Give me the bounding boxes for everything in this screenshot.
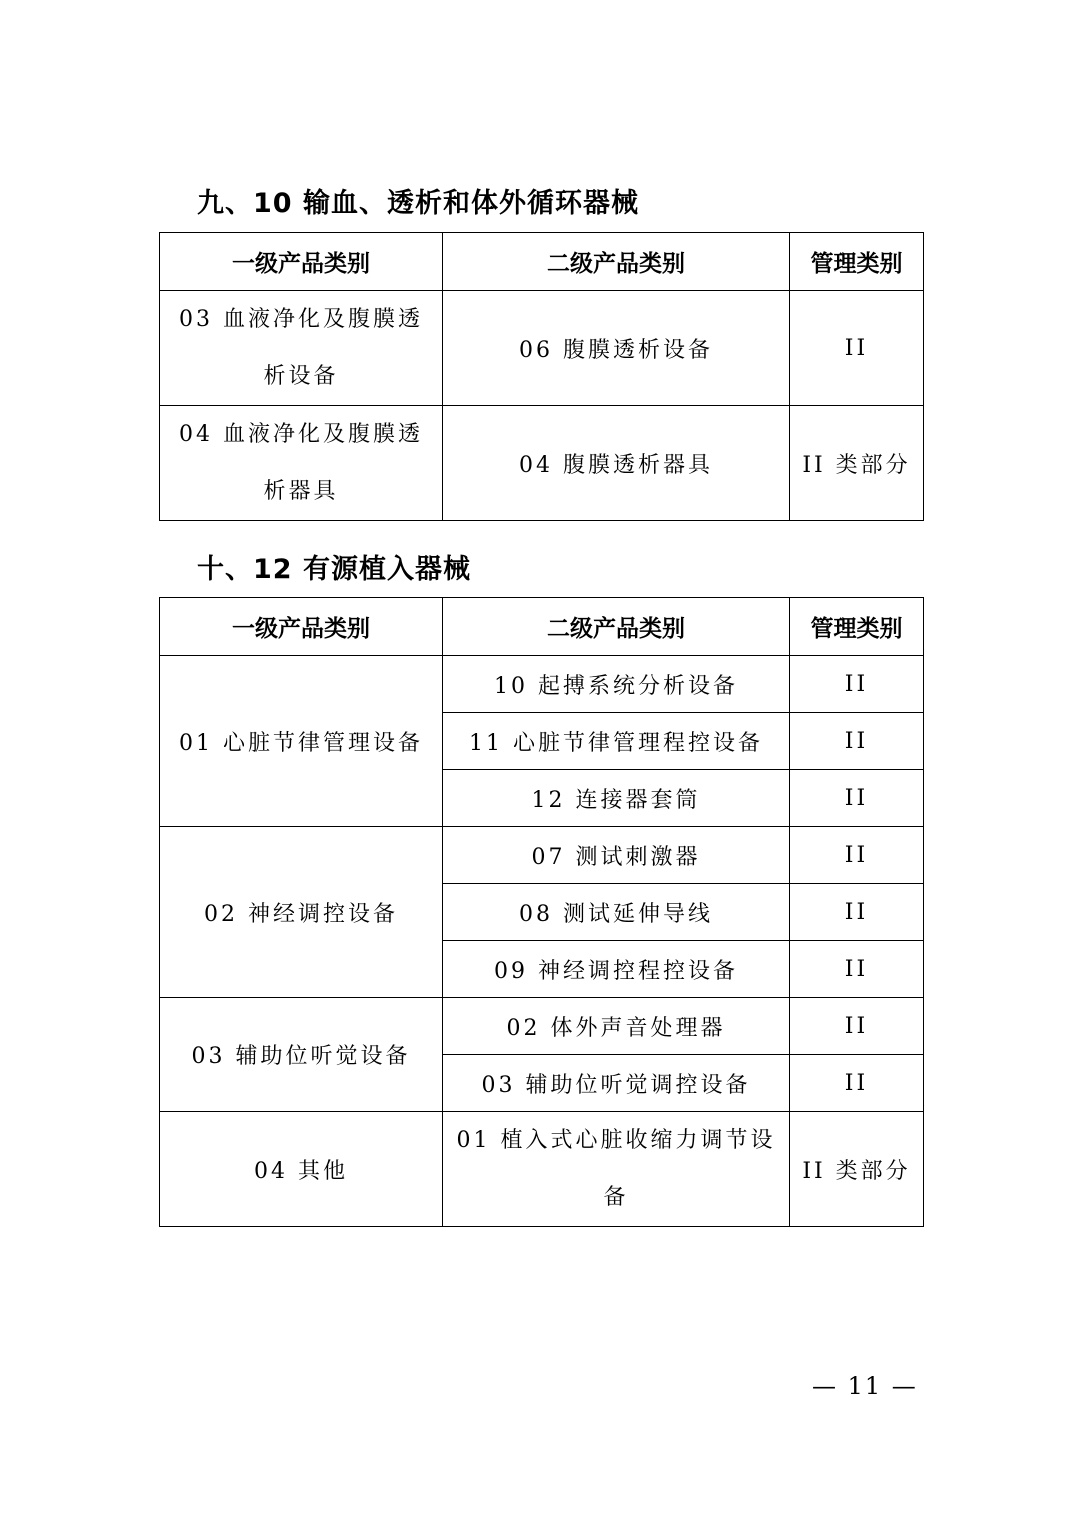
primary-category-cell: 01 心脏节律管理设备 (160, 656, 443, 827)
section-title: 九、10 输血、透析和体外循环器械 (197, 188, 639, 219)
secondary-category-cell: 06 腹膜透析设备 (443, 291, 790, 406)
management-class-cell: II (790, 656, 924, 713)
management-class-cell: II (790, 998, 924, 1055)
table-row (160, 998, 924, 1055)
table-row (160, 406, 924, 521)
primary-category-cell: 03 辅助位听觉设备 (160, 998, 443, 1112)
management-class-cell: II (790, 884, 924, 941)
management-class-cell: II (790, 941, 924, 998)
primary-category-cell: 03 血液净化及腹膜透析设备 (160, 291, 443, 406)
secondary-category-cell: 04 腹膜透析器具 (443, 406, 790, 521)
secondary-category-cell: 08 测试延伸导线 (443, 884, 790, 941)
management-class-cell: II 类部分 (790, 1112, 924, 1227)
header-primary-category: 一级产品类别 (160, 598, 443, 656)
secondary-category-cell: 12 连接器套筒 (443, 770, 790, 827)
header-management-class: 管理类别 (790, 598, 924, 656)
secondary-category-cell: 10 起搏系统分析设备 (443, 656, 790, 713)
table-row (160, 827, 924, 884)
management-class-cell: II (790, 291, 924, 406)
header-secondary-category: 二级产品类别 (443, 233, 790, 291)
header-secondary-category: 二级产品类别 (443, 598, 790, 656)
table-row (160, 291, 924, 406)
page-number: — 11 — (812, 1372, 918, 1400)
table-row (160, 1112, 924, 1227)
secondary-category-cell: 09 神经调控程控设备 (443, 941, 790, 998)
secondary-category-cell: 11 心脏节律管理程控设备 (443, 713, 790, 770)
management-class-cell: II 类部分 (790, 406, 924, 521)
table-row (160, 656, 924, 713)
table-header-row (160, 598, 924, 656)
management-class-cell: II (790, 713, 924, 770)
primary-category-cell: 04 其他 (160, 1112, 443, 1227)
table-header-row (160, 233, 924, 291)
section-title: 十、12 有源植入器械 (197, 554, 471, 585)
primary-category-cell: 02 神经调控设备 (160, 827, 443, 998)
management-class-cell: II (790, 770, 924, 827)
header-management-class: 管理类别 (790, 233, 924, 291)
secondary-category-cell: 07 测试刺激器 (443, 827, 790, 884)
product-table (159, 232, 924, 521)
header-primary-category: 一级产品类别 (160, 233, 443, 291)
product-table (159, 597, 924, 1227)
primary-category-cell: 04 血液净化及腹膜透析器具 (160, 406, 443, 521)
secondary-category-cell: 02 体外声音处理器 (443, 998, 790, 1055)
secondary-category-cell: 01 植入式心脏收缩力调节设备 (443, 1112, 790, 1227)
management-class-cell: II (790, 1055, 924, 1112)
management-class-cell: II (790, 827, 924, 884)
secondary-category-cell: 03 辅助位听觉调控设备 (443, 1055, 790, 1112)
